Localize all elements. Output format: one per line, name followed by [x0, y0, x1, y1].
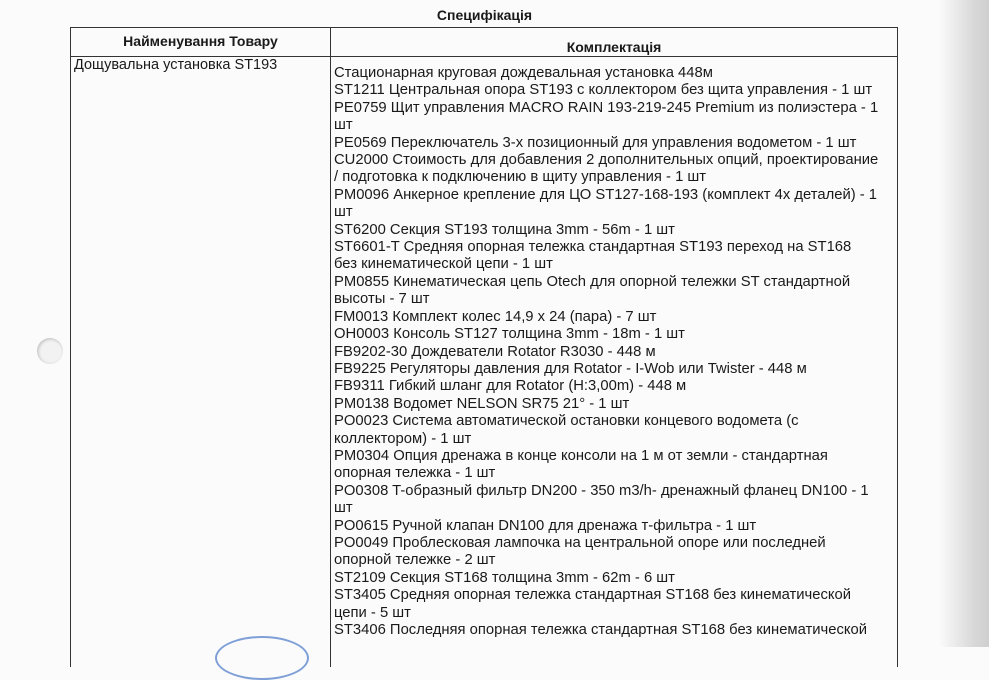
table-header-row: [71, 28, 897, 57]
spec-item-line: ST1211 Центральная опора ST193 с коллектором без щита управления - 1 шт: [334, 82, 873, 99]
spec-item-line: PE0569 Переключатель 3-х позиционный для управления водометом - 1 шт: [334, 134, 857, 151]
spec-item: [334, 396, 878, 413]
spec-item: [334, 448, 878, 483]
spec-item: [334, 483, 878, 518]
stamp: [215, 636, 309, 680]
spec-item: [334, 222, 878, 239]
spec-item-line: PO0023 Система автоматической остановки концевого водомета (с: [334, 413, 799, 430]
spec-item: [334, 570, 878, 587]
spec-item-line: ST6200 Секция ST193 толщина 3mm - 56m - 1 шт: [334, 221, 675, 238]
spec-item-line: PM0304 Опция дренажа в конце консоли на 1 м от земли - стандартная: [334, 447, 828, 464]
spec-item-line: цепи - 5 шт: [334, 604, 411, 621]
spec-item: [334, 135, 878, 152]
spec-item: [334, 378, 878, 395]
spec-item: [334, 100, 878, 135]
spec-item-line: ST3406 Последняя опорная тележка стандартная ST168 без кинематической: [334, 622, 868, 638]
spec-item-line: OH0003 Консоль ST127 толщина 3mm - 18m - 1 шт: [334, 326, 685, 343]
spec-item: [334, 587, 878, 622]
spec-item-line: шт: [334, 500, 353, 517]
spec-item: [334, 187, 878, 222]
spec-item-line: PM0096 Анкерное крепление для ЦО ST127-168-193 (комплект 4х деталей) - 1: [334, 186, 878, 203]
spec-item-line: без кинематической цепи - 1 шт: [334, 256, 553, 273]
spec-item-line: ST6601-T Средняя опорная тележка стандартная ST193 переход на ST168: [334, 239, 852, 256]
spec-item-line: FB9225 Регуляторы давления для Rotator - I-Wob или Twister - 448 м: [334, 360, 807, 377]
header-contents: Комплектація: [566, 39, 662, 55]
product-name-cell: Дощувальна установка ST193: [74, 57, 278, 73]
spec-item-line: PO0308 T-образный фильтр DN200 - 350 m3/h- дренажный фланец DN100 - 1: [334, 482, 869, 499]
spec-item: [334, 65, 878, 82]
spec-item: [334, 413, 878, 448]
spec-item: [334, 82, 878, 99]
contents-cell: [334, 65, 878, 639]
spec-item-line: PM0855 Кинематическая цепь Otech для опорной тележки ST стандартной: [334, 273, 851, 290]
spec-item-line: ST3405 Средняя опорная тележка стандартная ST168 без кинематической: [334, 587, 852, 604]
spec-item-line: опорная тележка - 1 шт: [334, 465, 496, 482]
document-title: Специфікація: [436, 7, 533, 23]
column-divider: [330, 28, 331, 667]
spec-item: [334, 518, 878, 535]
spec-item-line: высоты - 7 шт: [334, 291, 430, 308]
scan-edge-shadow: [939, 0, 989, 647]
spec-item: [334, 326, 878, 343]
spec-item: [334, 274, 878, 309]
spec-item-line: PE0759 Щит управления MACRO RAIN 193-219-245 Premium из полиэстера - 1: [334, 99, 879, 116]
spec-item-line: / подготовка к подключению в щиту управления - 1 шт: [334, 169, 707, 186]
spec-item-line: FB9311 Гибкий шланг для Rotator (H:3,00m) - 448 м: [334, 378, 687, 395]
spec-item-line: FM0013 Комплект колес 14,9 x 24 (пара) - 7 шт: [334, 308, 657, 325]
spec-item-line: шт: [334, 204, 353, 221]
header-product-name: Найменування Товару: [123, 33, 278, 49]
spec-item-line: CU2000 Стоимость для добавления 2 дополнительных опций, проектирование: [334, 152, 879, 169]
spec-item: [334, 344, 878, 361]
spec-item: [334, 535, 878, 570]
spec-item: [334, 361, 878, 378]
spec-item: [334, 152, 878, 187]
spec-item: [334, 239, 878, 274]
spec-item-line: опорной тележке - 2 шт: [334, 552, 496, 569]
spec-item: [334, 309, 878, 326]
spec-item-line: коллектором) - 1 шт: [334, 430, 472, 447]
specification-table: [70, 27, 898, 667]
spec-item-line: PO0615 Ручной клапан DN100 для дренажа т-фильтра - 1 шт: [334, 517, 757, 534]
spec-item-line: PO0049 Проблесковая лампочка на центральной опоре или последней: [334, 534, 826, 551]
spec-item-line: ST2109 Секция ST168 толщина 3mm - 62m - 6 шт: [334, 569, 675, 586]
spec-item: [334, 622, 878, 639]
spec-item-line: FB9202-30 Дождеватели Rotator R3030 - 448 м: [334, 343, 656, 360]
spec-item-line: шт: [334, 117, 353, 134]
punch-hole: [37, 338, 63, 364]
spec-item-line: Стационарная круговая дождевальная установка 448м: [334, 65, 713, 81]
spec-item-line: PM0138 Водомет NELSON SR75 21° - 1 шт: [334, 395, 630, 412]
